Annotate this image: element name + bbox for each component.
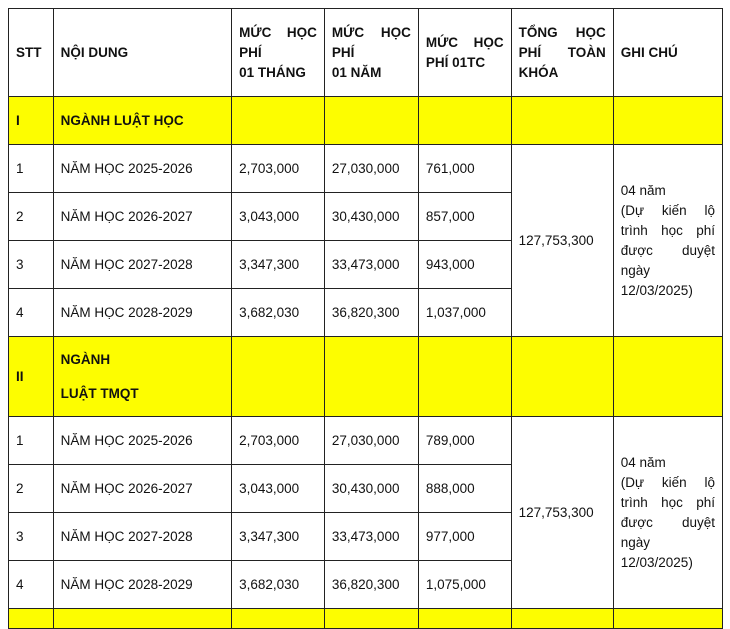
group-empty-cell xyxy=(232,337,325,417)
row-muc-tc: 1,075,000 xyxy=(418,561,511,609)
partial-cell xyxy=(324,609,418,629)
group-empty-cell xyxy=(232,97,325,145)
header-ghi-chu: GHI CHÚ xyxy=(613,9,722,97)
group-empty-cell xyxy=(613,337,722,417)
row-noi-dung: NĂM HỌC 2026-2027 xyxy=(53,465,232,513)
table-row xyxy=(9,145,723,193)
note-line: ngày xyxy=(620,262,651,278)
note-line: trình học phí xyxy=(620,494,715,510)
group-title xyxy=(53,97,232,145)
group-title-line: NGÀNH xyxy=(60,351,111,367)
group-total: 127,753,300 xyxy=(511,145,613,337)
row-muc-thang: 3,347,300 xyxy=(232,513,325,561)
group-title xyxy=(53,337,232,417)
row-noi-dung: NĂM HỌC 2025-2026 xyxy=(53,145,232,193)
group-stt: II xyxy=(9,337,54,417)
header-muc-nam-line2: PHÍ xyxy=(331,44,355,60)
group-empty-cell xyxy=(324,337,418,417)
row-muc-thang: 3,043,000 xyxy=(232,193,325,241)
group-empty-cell xyxy=(418,97,511,145)
row-muc-tc: 943,000 xyxy=(418,241,511,289)
group-note xyxy=(613,145,722,337)
row-noi-dung: NĂM HỌC 2025-2026 xyxy=(53,417,232,465)
group-note xyxy=(613,417,722,609)
row-muc-thang: 2,703,000 xyxy=(232,417,325,465)
row-muc-nam: 27,030,000 xyxy=(324,145,418,193)
row-muc-tc: 857,000 xyxy=(418,193,511,241)
group-stt: I xyxy=(9,97,54,145)
row-noi-dung: NĂM HỌC 2028-2029 xyxy=(53,561,232,609)
row-stt: 2 xyxy=(9,193,54,241)
partial-cell xyxy=(9,609,54,629)
group-total: 127,753,300 xyxy=(511,417,613,609)
partial-cell xyxy=(511,609,613,629)
row-stt: 3 xyxy=(9,513,54,561)
header-muc-thang-line3: 01 THÁNG xyxy=(239,64,306,80)
group-row xyxy=(9,337,723,417)
note-line: 04 năm xyxy=(620,182,666,198)
group-title-line: LUẬT TMQT xyxy=(60,385,139,401)
note-line: được duyệt xyxy=(620,514,715,530)
note-line: ngày xyxy=(620,534,651,550)
row-muc-thang: 3,347,300 xyxy=(232,241,325,289)
row-muc-nam: 36,820,300 xyxy=(324,289,418,337)
row-muc-thang: 3,043,000 xyxy=(232,465,325,513)
row-muc-thang: 3,682,030 xyxy=(232,561,325,609)
header-muc-thang-line2: PHÍ xyxy=(239,44,262,60)
group-empty-cell xyxy=(324,97,418,145)
row-noi-dung: NĂM HỌC 2027-2028 xyxy=(53,513,232,561)
partial-cell xyxy=(232,609,325,629)
row-stt: 4 xyxy=(9,561,54,609)
table-header-row xyxy=(9,9,723,97)
row-muc-tc: 761,000 xyxy=(418,145,511,193)
row-noi-dung: NĂM HỌC 2028-2029 xyxy=(53,289,232,337)
row-muc-nam: 30,430,000 xyxy=(324,193,418,241)
group-empty-cell xyxy=(613,97,722,145)
note-line: (Dự kiến lộ xyxy=(620,202,715,218)
row-muc-nam: 30,430,000 xyxy=(324,465,418,513)
table-body xyxy=(9,97,723,629)
group-title-line: NGÀNH LUẬT HỌC xyxy=(60,112,184,128)
note-line: (Dự kiến lộ xyxy=(620,474,715,490)
group-empty-cell xyxy=(511,337,613,417)
partial-cell xyxy=(53,609,232,629)
header-muc-tc xyxy=(418,9,511,97)
header-muc-nam-line1: MỨC HỌC xyxy=(331,24,411,40)
header-noi-dung: NỘI DUNG xyxy=(53,9,232,97)
row-stt: 1 xyxy=(9,145,54,193)
header-stt: STT xyxy=(9,9,54,97)
next-group-row-partial xyxy=(9,609,723,629)
note-line: 12/03/2025) xyxy=(620,282,693,298)
header-tong xyxy=(511,9,613,97)
group-empty-cell xyxy=(418,337,511,417)
header-muc-tc-line1: MỨC HỌC xyxy=(425,34,504,50)
row-stt: 4 xyxy=(9,289,54,337)
row-noi-dung: NĂM HỌC 2027-2028 xyxy=(53,241,232,289)
row-muc-nam: 33,473,000 xyxy=(324,241,418,289)
note-line: 04 năm xyxy=(620,454,666,470)
partial-cell xyxy=(418,609,511,629)
header-muc-nam-line3: 01 NĂM xyxy=(331,64,382,80)
row-muc-thang: 3,682,030 xyxy=(232,289,325,337)
note-line: 12/03/2025) xyxy=(620,554,693,570)
row-muc-thang: 2,703,000 xyxy=(232,145,325,193)
row-stt: 1 xyxy=(9,417,54,465)
row-muc-tc: 1,037,000 xyxy=(418,289,511,337)
table-row xyxy=(9,417,723,465)
row-noi-dung: NĂM HỌC 2026-2027 xyxy=(53,193,232,241)
tuition-table xyxy=(8,8,723,629)
header-muc-thang-line1: MỨC HỌC xyxy=(239,24,317,40)
row-muc-tc: 789,000 xyxy=(418,417,511,465)
header-tong-line3: KHÓA xyxy=(518,64,559,80)
row-muc-nam: 27,030,000 xyxy=(324,417,418,465)
group-row xyxy=(9,97,723,145)
header-muc-tc-line2: PHÍ 01TC xyxy=(425,54,486,70)
row-stt: 3 xyxy=(9,241,54,289)
row-muc-tc: 888,000 xyxy=(418,465,511,513)
header-muc-thang xyxy=(232,9,325,97)
row-muc-nam: 33,473,000 xyxy=(324,513,418,561)
group-empty-cell xyxy=(511,97,613,145)
row-muc-nam: 36,820,300 xyxy=(324,561,418,609)
header-tong-line2: PHÍ TOÀN xyxy=(518,44,606,60)
header-muc-nam xyxy=(324,9,418,97)
header-tong-line1: TỔNG HỌC xyxy=(518,24,606,40)
note-line: trình học phí xyxy=(620,222,715,238)
row-stt: 2 xyxy=(9,465,54,513)
note-line: được duyệt xyxy=(620,242,715,258)
partial-cell xyxy=(613,609,722,629)
row-muc-tc: 977,000 xyxy=(418,513,511,561)
